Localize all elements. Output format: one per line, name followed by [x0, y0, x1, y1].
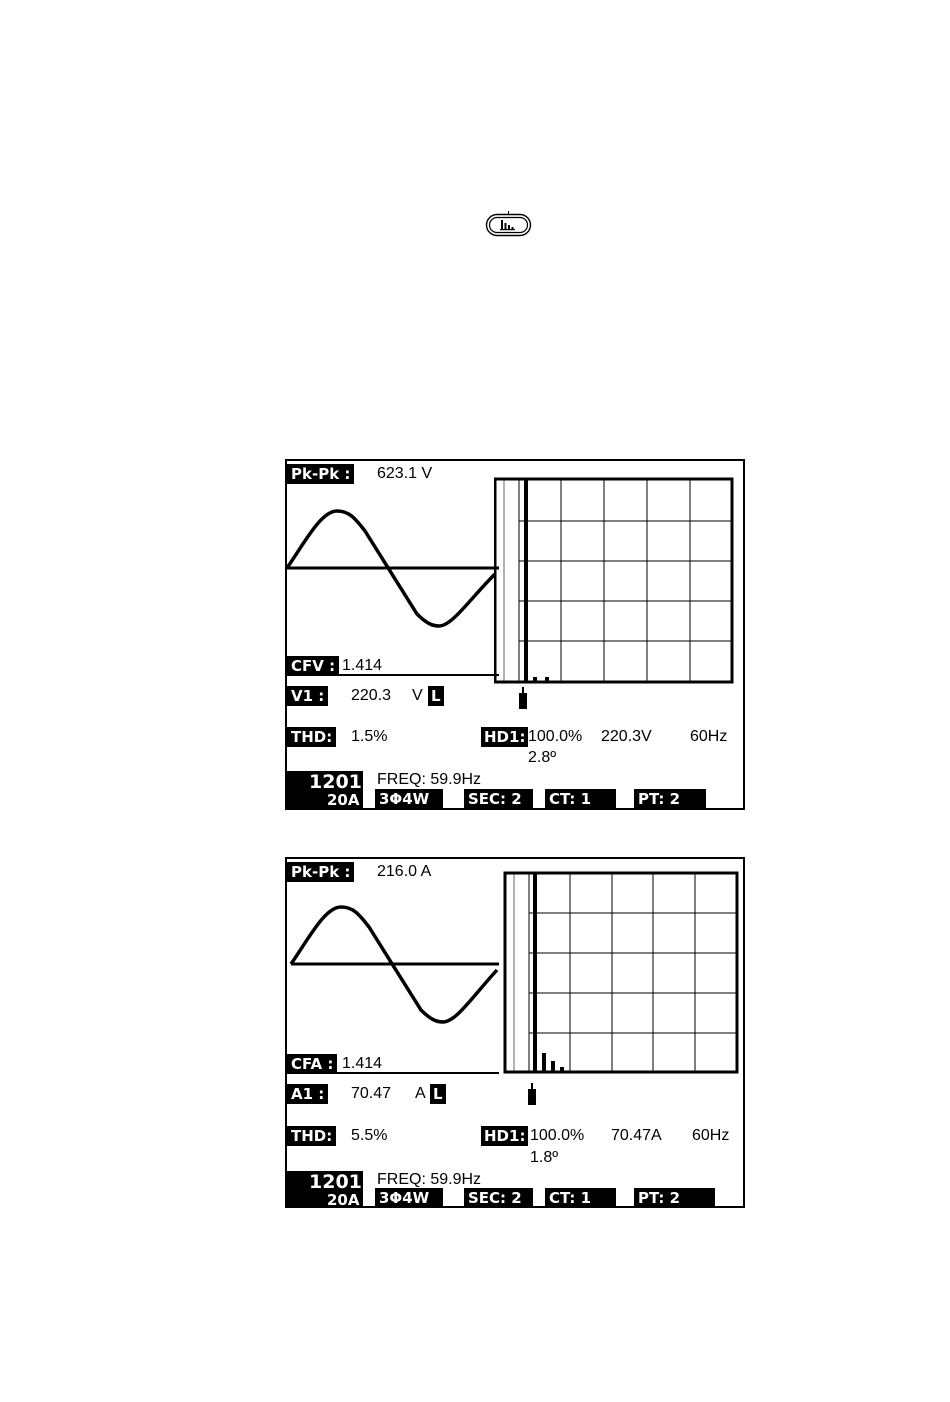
sec-setting: SEC: 2	[464, 1188, 533, 1208]
harmonic-bar-3	[551, 1061, 555, 1072]
thd-value: 5.5%	[351, 1127, 388, 1144]
channel-value: 70.47	[351, 1085, 392, 1102]
channel-label: V1 :	[287, 686, 328, 706]
pk-pk-label: Pk-Pk :	[287, 862, 354, 882]
harmonics-bar-icon	[485, 211, 532, 237]
cfv-value: 1.414	[342, 657, 383, 674]
harmonics-button[interactable]	[485, 211, 532, 237]
sec-setting: SEC: 2	[464, 789, 533, 809]
hd-phase: 2.8º	[528, 749, 557, 766]
harmonic-bar-1	[524, 479, 528, 682]
channel-unit: A	[415, 1085, 426, 1102]
harmonic-spectrum-chart	[502, 871, 742, 1075]
channel-unit: V	[412, 687, 423, 704]
current-waveform	[287, 892, 499, 1042]
thd-value: 1.5%	[351, 728, 388, 745]
pk-pk-value: 216.0 A	[377, 863, 432, 880]
current-harmonics-screen	[285, 857, 745, 1208]
voltage-waveform	[287, 496, 499, 646]
pt-setting: PT: 2	[634, 789, 706, 809]
harmonic-bar-2	[533, 677, 537, 681]
model-range-block	[287, 1171, 363, 1208]
hd-frequency: 60Hz	[690, 728, 728, 745]
cfa-label: CFA :	[287, 1054, 337, 1074]
harmonic-cursor[interactable]	[519, 687, 527, 709]
wiring-mode: 3Φ4W	[375, 789, 443, 809]
hd-percent: 100.0%	[530, 1127, 585, 1144]
current-range: 20A	[327, 791, 360, 809]
channel-mode-badge: L	[428, 686, 444, 706]
channel-value: 220.3	[351, 687, 392, 704]
harmonic-bar-4	[560, 1067, 564, 1072]
model-range-block	[287, 771, 363, 810]
harmonic-spectrum-chart	[494, 477, 734, 685]
cfv-label: CFV :	[287, 656, 339, 676]
wiring-mode: 3Φ4W	[375, 1188, 443, 1208]
model-number: 1201	[309, 771, 362, 793]
voltage-harmonics-screen	[285, 459, 745, 810]
channel-label: A1 :	[287, 1084, 328, 1104]
hd-frequency: 60Hz	[692, 1127, 730, 1144]
pk-pk-value: 623.1 V	[377, 465, 433, 482]
hd-value: 70.47A	[611, 1127, 662, 1144]
hd-label: HD1:	[481, 727, 528, 747]
hd-value: 220.3V	[601, 728, 652, 745]
cfa-value: 1.414	[342, 1055, 383, 1072]
current-range: 20A	[327, 1191, 360, 1208]
ct-setting: CT: 1	[545, 789, 616, 809]
harmonic-cursor[interactable]	[528, 1083, 536, 1105]
channel-mode-badge: L	[430, 1084, 446, 1104]
harmonic-bar-1	[533, 873, 537, 1072]
model-number: 1201	[309, 1171, 362, 1193]
ct-setting: CT: 1	[545, 1188, 616, 1208]
hd-percent: 100.0%	[528, 728, 583, 745]
harmonic-bar-3	[545, 677, 549, 681]
frequency-readout: FREQ: 59.9Hz	[377, 1171, 482, 1188]
pk-pk-label: Pk-Pk :	[287, 464, 354, 484]
hd-label: HD1:	[481, 1126, 528, 1146]
thd-label: THD:	[287, 727, 336, 747]
hd-phase: 1.8º	[530, 1149, 559, 1166]
harmonic-bar-2	[542, 1053, 546, 1072]
thd-label: THD:	[287, 1126, 336, 1146]
frequency-readout: FREQ: 59.9Hz	[377, 771, 482, 788]
pt-setting: PT: 2	[634, 1188, 715, 1208]
